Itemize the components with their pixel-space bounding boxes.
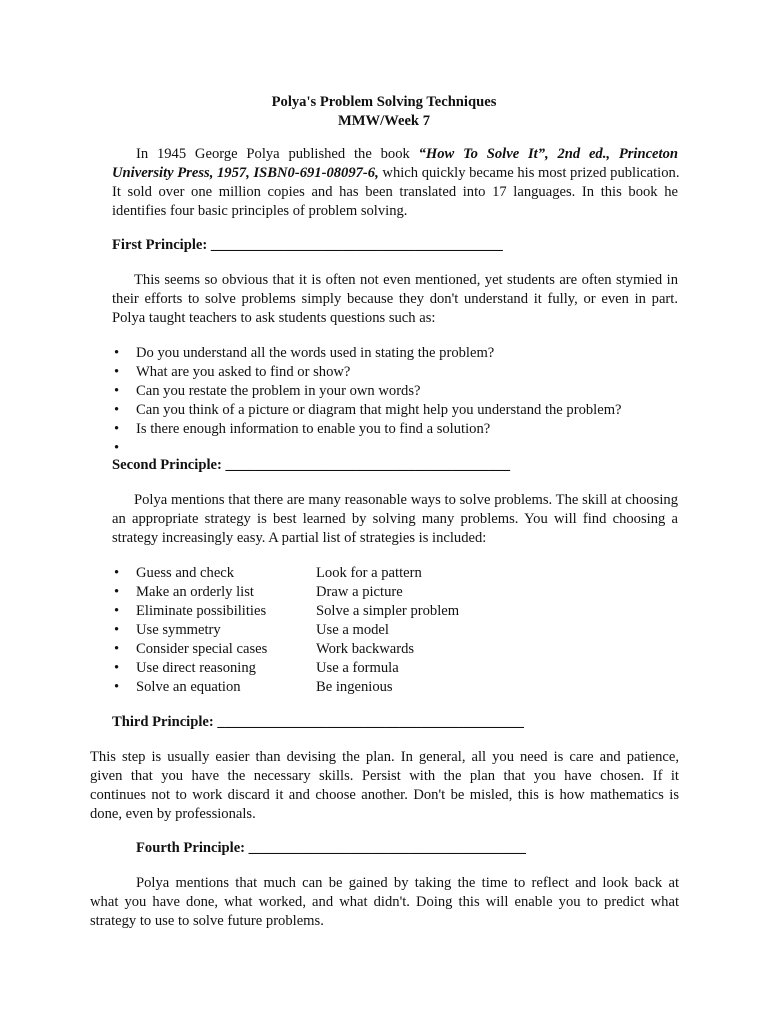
paragraph-line: given that you have the necessary skills. Persist with the plan that you have chosen. If it (90, 768, 679, 784)
paragraph-line: an appropriate strategy is best learned by solving many problems. You will find choosing a (112, 511, 678, 527)
paragraph-line: strategy increasingly easy. A partial list of strategies is included: (112, 530, 487, 546)
bullet-icon: • (114, 565, 120, 581)
list-item: Solve a simpler problem (316, 603, 460, 619)
book-title: “How To Solve It”, 2nd ed., Princeton (418, 146, 679, 162)
bullet-icon: • (114, 345, 120, 361)
second-principle-paragraph (112, 491, 678, 548)
paragraph-line: their efforts to solve problems simply because they don't understand it fully, or even in part. (112, 291, 678, 307)
third-principle-heading: Third Principle: __________________________________________ (112, 714, 524, 730)
fourth-principle-heading: Fourth Principle: ______________________________________ (136, 840, 526, 856)
paragraph-line: Polya taught teachers to ask students questions such as: (112, 310, 436, 326)
paragraph-line: continues not to work discard it and choose another. Don't be misled, this is how mathematics is (90, 787, 679, 803)
third-principle-paragraph (90, 748, 679, 824)
bullet-icon: • (114, 364, 120, 380)
intro-line-1: In 1945 George Polya published the book “How To Solve It”, 2nd ed., Princeton (136, 146, 679, 162)
intro-line-4: identifies four basic principles of problem solving. (112, 203, 408, 219)
bullet-icon: • (114, 641, 120, 657)
bullet-icon: • (114, 440, 120, 456)
paragraph-line: done, even by professionals. (90, 806, 256, 822)
intro-line-2: University Press, 1957, ISBN0-691-08097-6, which quickly became his most prized publication. (112, 165, 680, 181)
bullet-icon: • (114, 603, 120, 619)
list-item: Work backwards (316, 641, 415, 657)
document-page: Polya's Problem Solving Techniques MMW/Week 7 In 1945 George Polya published the book “How To Solve It”, 2nd ed., Princeton University Press, 1957, ISBN0-691-08097-6, which quickly became his most prized publication. It sold over one million copies and has been translated into 17 languages. In this book he identifies four basic principles of problem solving. First Principle: ________________________________________ This seems so obvious that it is often not even mentioned, yet students are often stymied in their efforts to solve problems simply because they don't understand it fully, or even in part. Polya taught teachers to ask students questions such as: • Do you understand all the words used in stating the problem? • What are you asked to find or show? • Can you restate the problem in your own words? • Can you think of a picture or diagram that might help you understand the problem? • Is there enough information to enable you to find a solution? • Second Principle: _______________________________________ Polya mentions that there are many reasonable ways to solve problems. The skill at choosing an appropriate strategy is best learned by solving many problems. You will find choosing a strategy increasingly easy. A partial list of strategies is included: • Guess and check • Make an orderly list • Eliminate possibilities • Use symmetry • Consider special cases • Use direct reasoning • Solve an equation Look for a pattern Draw a picture Solve a simpler problem Use a model Work backwards Use a formula Be ingenious Third Principle: __________________________________________ This step is usually easier than devising the plan. In general, all you need is care and patience, given that you have the necessary skills. Persist with the plan that you have chosen. If it continues not to work discard it and choose another. Don't be misled, this is how mathematics is done, even by professionals. Fourth Principle: ______________________________________ Polya mentions that much can be gained by taking the time to reflect and look back at what you have done, what worked, and what didn't. Doing this will enable you to predict what strategy to use to solve future problems. (0, 0, 768, 1024)
intro-line-3: It sold over one million copies and has been translated into 17 languages. In this book he (112, 184, 678, 200)
list-item: Look for a pattern (316, 565, 422, 581)
strategy-list-right (316, 564, 459, 697)
bullet-icon: • (114, 660, 120, 676)
bullet-icon: • (114, 679, 120, 695)
first-principle-paragraph (112, 271, 678, 328)
second-principle-heading: Second Principle: _______________________________________ (112, 457, 511, 473)
list-item: Draw a picture (316, 584, 403, 600)
list-item: Be ingenious (316, 679, 393, 695)
paragraph-line: This step is usually easier than devising the plan. In general, all you need is care and patience, (90, 749, 679, 765)
bullet-icon: • (114, 584, 120, 600)
paragraph-line: what you have done, what worked, and what didn't. Doing this will enable you to predict what (90, 894, 679, 910)
paragraph-line: strategy to use to solve future problems. (90, 913, 324, 929)
paragraph-line: Polya mentions that there are many reasonable ways to solve problems. The skill at choosing (134, 492, 678, 508)
first-principle-heading: First Principle: ________________________________________ (112, 237, 503, 253)
list-item: Use a formula (316, 660, 399, 676)
document-title: Polya's Problem Solving Techniques (271, 94, 497, 110)
paragraph-line: This seems so obvious that it is often not even mentioned, yet students are often stymied in (134, 272, 678, 288)
intro-paragraph (112, 145, 678, 221)
document-subtitle: MMW/Week 7 (337, 113, 430, 129)
bullet-icon: • (114, 402, 120, 418)
fourth-principle-paragraph (90, 874, 679, 931)
list-item: Use a model (316, 622, 389, 638)
bullet-icon: • (114, 421, 120, 437)
paragraph-line: Polya mentions that much can be gained by taking the time to reflect and look back at (136, 875, 679, 891)
bullet-icon: • (114, 622, 120, 638)
book-publication-info: University Press, 1957, ISBN0-691-08097-6, (112, 165, 379, 181)
bullet-icon: • (114, 383, 120, 399)
